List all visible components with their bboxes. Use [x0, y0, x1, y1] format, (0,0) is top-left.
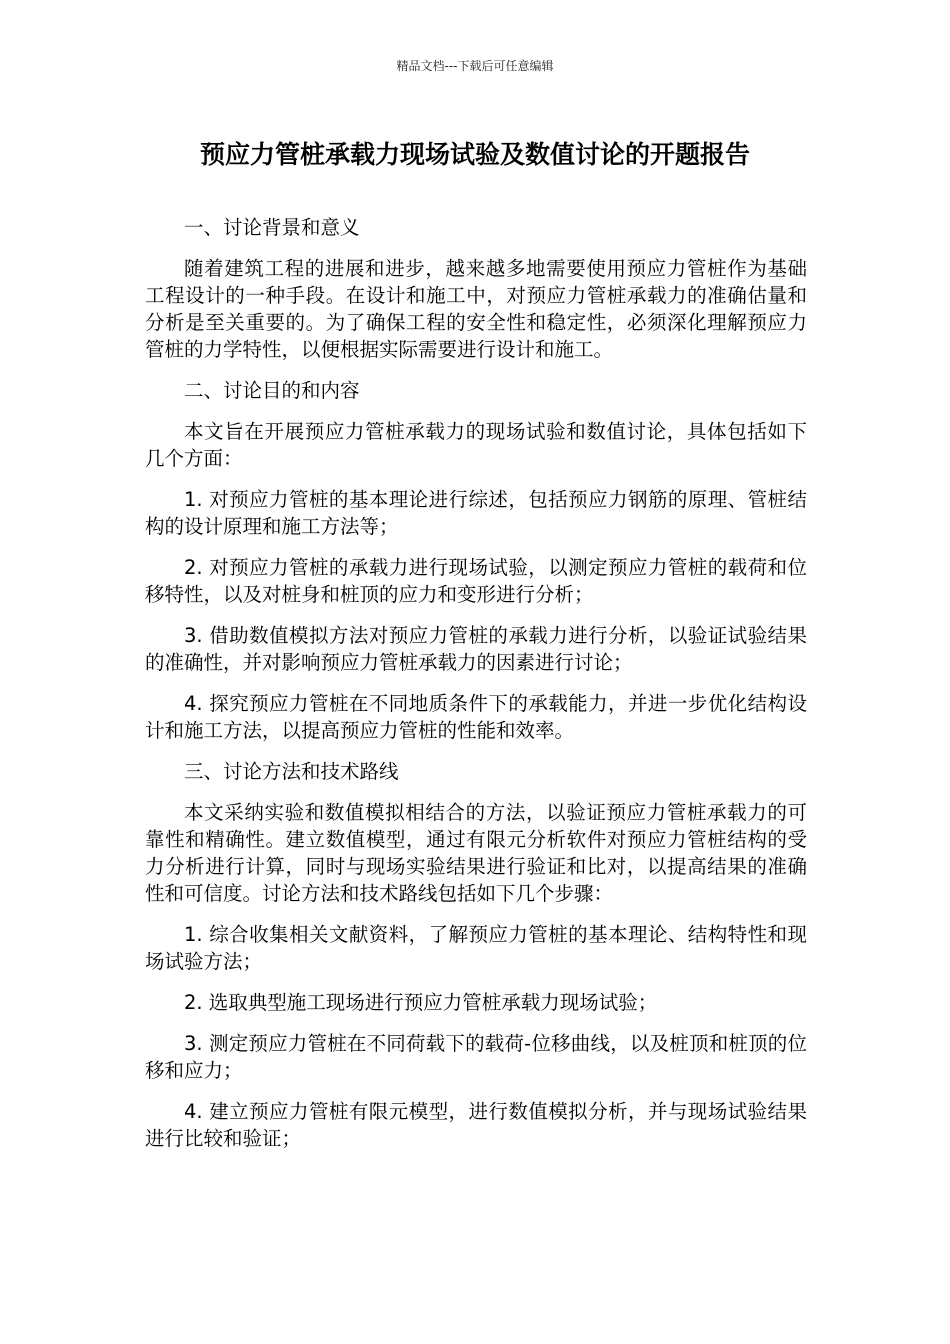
list-item: 4. 探究预应力管桩在不同地质条件下的承载能力，并进一步优化结构设计和施工方法，以提高预应力管桩的性能和效率。 — [145, 692, 807, 742]
paragraph: 随着建筑工程的进展和进步，越来越多地需要使用预应力管桩作为基础工程设计的一种手段。在设计和施工中，对预应力管桩承载力的准确估量和分析是至关重要的。为了确保工程的安全性和稳定性，必须深化理解预应力管桩的力学特性，以便根据实际需要进行设计和施工。 — [145, 257, 807, 361]
paragraph: 本文旨在开展预应力管桩承载力的现场试验和数值讨论，具体包括如下几个方面： — [145, 420, 807, 470]
list-item: 4. 建立预应力管桩有限元模型，进行数值模拟分析，并与现场试验结果进行比较和验证； — [145, 1100, 807, 1150]
document-title: 预应力管桩承载力现场试验及数值讨论的开题报告 — [199, 140, 750, 169]
list-item: 1. 综合收集相关文献资料，了解预应力管桩的基本理论、结构特性和现场试验方法； — [145, 923, 807, 973]
document-body — [145, 214, 807, 1166]
list-item: 2. 对预应力管桩的承载力进行现场试验，以测定预应力管桩的载荷和位移特性，以及对桩身和桩顶的应力和变形进行分析； — [145, 556, 807, 606]
section-heading: 一、讨论背景和意义 — [184, 216, 360, 239]
section-heading: 二、讨论目的和内容 — [184, 379, 360, 402]
list-item: 3. 借助数值模拟方法对预应力管桩的承载力进行分析，以验证试验结果的准确性，并对影响预应力管桩承载力的因素进行讨论； — [145, 624, 807, 674]
list-item: 1. 对预应力管桩的基本理论进行综述，包括预应力钢筋的原理、管桩结构的设计原理和施工方法等； — [145, 488, 807, 538]
section-objectives — [145, 377, 807, 744]
list-item: 2. 选取典型施工现场进行预应力管桩承载力现场试验； — [184, 991, 658, 1014]
section-methods — [145, 758, 807, 1152]
section-background — [145, 214, 807, 363]
header-note: 精品文档---下载后可任意编辑 — [396, 59, 554, 73]
section-heading: 三、讨论方法和技术路线 — [184, 760, 399, 783]
list-item: 3. 测定预应力管桩在不同荷载下的载荷-位移曲线，以及桩顶和桩顶的位移和应力； — [145, 1032, 807, 1082]
paragraph: 本文采纳实验和数值模拟相结合的方法，以验证预应力管桩承载力的可靠性和精确性。建立数值模型，通过有限元分析软件对预应力管桩结构的受力分析进行计算，同时与现场实验结果进行验证和比对，以提高结果的准确性和可信度。讨论方法和技术路线包括如下几个步骤： — [145, 801, 807, 905]
